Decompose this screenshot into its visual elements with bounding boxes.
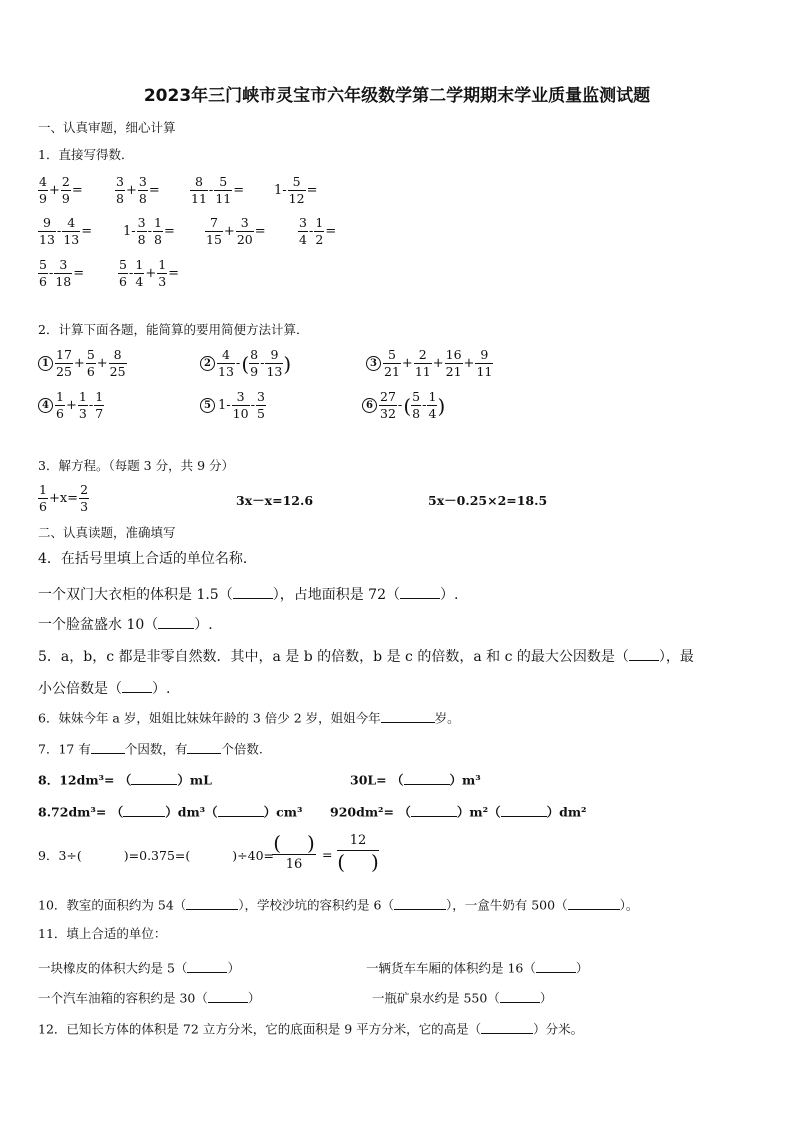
answer-blank[interactable]: [122, 678, 152, 693]
section-heading-2: 二、认真读题，准确填写: [38, 525, 176, 540]
fraction: $\frac{17}{25}$: [56, 347, 72, 380]
answer-blank[interactable]: [91, 740, 125, 754]
question-8-line-1a: 8．12dm³= （ ）mL: [38, 772, 212, 788]
problem-number: 1: [38, 356, 53, 371]
question-6: 6．妹妹今年 a 岁，姐姐比妹妹年龄的 3 倍少 2 岁，姐姐今年 岁。: [38, 710, 460, 726]
calc-problem: [200, 390, 266, 422]
fraction: $\frac{3}{8}$: [116, 174, 124, 207]
question-2-prompt: 2．计算下面各题，能简算的要用简便方法计算．: [38, 322, 309, 337]
operator: -: [397, 398, 403, 414]
question-11-item-2: 一辆货车车厢的体积约是 16（ ）: [366, 960, 589, 976]
section-heading-1: 一、认真审题，细心计算: [38, 120, 176, 135]
equation-3: 5x－0.25×2=18.5: [428, 493, 548, 508]
fraction: $\frac{16}{21}$: [445, 347, 462, 380]
fraction: $\frac{1}{2}$: [315, 215, 324, 248]
operator: +: [223, 224, 235, 240]
fraction: $\frac{1}{3}$: [158, 257, 167, 290]
fraction-numerator: 12: [349, 833, 367, 848]
fraction: $\frac{5}{12}$: [288, 174, 305, 207]
fraction: $\frac{4}{13}$: [218, 347, 234, 380]
answer-blank[interactable]: [629, 646, 659, 661]
page-title: 2023年三门峡市灵宝市六年级数学第二学期期末学业质量监测试题: [143, 86, 651, 106]
operator: -: [260, 356, 265, 372]
operator: -: [48, 266, 54, 282]
equation-1-fraction-a: $\frac{1}{6}$: [39, 482, 47, 515]
fraction: $\frac{5}{11}$: [215, 174, 232, 207]
question-4-line-2: 一个脸盆盛水 10（ ）.: [38, 614, 213, 632]
calc-expression: [38, 216, 93, 248]
question-8-line-2a: 8.72dm³= （ ）dm³（ ）cm³: [38, 804, 303, 820]
question-11-prompt: 11．填上合适的单位：: [38, 926, 167, 941]
operator: +: [73, 356, 85, 372]
fraction: $\frac{1}{4}$: [135, 257, 144, 290]
question-3-prompt: 3．解方程。（每题 3 分，共 9 分）: [38, 458, 235, 473]
fraction: $\frac{5}{6}$: [119, 257, 127, 290]
equals-sign: =: [71, 183, 83, 199]
fraction: $\frac{1}{8}$: [154, 215, 162, 248]
operator: 1-: [218, 398, 231, 414]
fraction: $\frac{9}{13}$: [39, 215, 55, 248]
calc-problem: [38, 348, 127, 380]
question-8-line-1b: 30L= （ ）m³: [350, 772, 481, 788]
question-1-prompt: 1．直接写得数．: [38, 147, 134, 162]
answer-blank[interactable]: [187, 740, 221, 754]
answer-blank[interactable]: [187, 959, 227, 973]
equals-sign: =: [322, 847, 333, 862]
question-10: 10．教室的面积约为 54（ ），学校沙坑的容积约是 6（ ），一盒牛奶有 500（ ）。: [38, 897, 639, 913]
parenthesis: (: [403, 393, 412, 418]
fraction: $\frac{1}{6}$: [56, 389, 64, 422]
calc-expression: [122, 216, 176, 248]
fraction: $\frac{3}{5}$: [256, 389, 265, 422]
fraction: $\frac{8}{25}$: [109, 347, 126, 380]
equals-sign: =: [163, 224, 175, 240]
equals-sign: =: [168, 266, 180, 282]
operator: 1-: [274, 183, 287, 199]
calc-problem: [200, 348, 291, 380]
fraction: $\frac{3}{10}$: [232, 389, 249, 422]
operator: -: [308, 224, 314, 240]
question-4-line-1: 一个双门大衣柜的体积是 1.5（ ），占地面积是 72（ ）.: [38, 584, 458, 602]
operator: -: [88, 398, 94, 414]
answer-blank[interactable]: [501, 803, 547, 817]
fraction: $\frac{8}{11}$: [191, 174, 207, 207]
operator: -: [128, 266, 134, 282]
problem-number: 5: [200, 398, 215, 413]
answer-blank[interactable]: ( ): [273, 831, 315, 855]
fraction: $\frac{2}{11}$: [414, 347, 431, 380]
fraction: $\frac{4}{9}$: [39, 174, 47, 207]
equals-sign: =: [233, 183, 245, 199]
fraction: $\frac{7}{15}$: [206, 215, 222, 248]
question-5-line-1: 5．a，b，c 都是非零自然数．其中，a 是 b 的倍数，b 是 c 的倍数，a 和 c 的最大公因数是（ ），最: [38, 646, 694, 664]
operator: +: [401, 356, 413, 372]
answer-blank[interactable]: [186, 896, 238, 910]
fraction: $\frac{3}{4}$: [299, 215, 307, 248]
answer-blank[interactable]: [218, 803, 264, 817]
equation-1-fraction-b: $\frac{2}{3}$: [80, 482, 89, 515]
fraction: $\frac{3}{18}$: [55, 257, 72, 290]
answer-blank[interactable]: [404, 771, 450, 785]
question-7: 7．17 有 个因数，有 个倍数.: [38, 741, 263, 757]
equation-1: [38, 483, 89, 515]
operator: +: [145, 266, 157, 282]
fraction: $\frac{27}{32}$: [380, 389, 396, 422]
problem-number: 6: [362, 398, 377, 413]
calc-expression: [115, 175, 161, 207]
equals-sign: =: [254, 224, 266, 240]
operator: +: [65, 398, 77, 414]
operator: -: [422, 398, 427, 414]
operator: -: [147, 224, 153, 240]
calc-problem: [366, 348, 493, 380]
calc-expression: [38, 258, 85, 290]
fraction: $\frac{5}{21}$: [384, 347, 400, 380]
calc-expression: [190, 175, 245, 207]
answer-blank[interactable]: [123, 803, 165, 817]
fraction: $\frac{9}{13}$: [266, 347, 283, 380]
fraction: $\frac{3}{8}$: [138, 174, 147, 207]
equals-sign: =: [148, 183, 160, 199]
equation-1-middle: +x=: [48, 491, 79, 507]
fraction: $\frac{1}{4}$: [428, 389, 437, 422]
answer-blank[interactable]: [381, 709, 435, 723]
calc-problem: [362, 390, 445, 422]
equals-sign: =: [306, 183, 318, 199]
equals-sign: =: [81, 224, 93, 240]
fraction-denominator: 16: [272, 854, 316, 871]
fraction: $\frac{1}{3}$: [78, 389, 87, 422]
equals-sign: =: [73, 266, 85, 282]
answer-blank[interactable]: [208, 989, 248, 1003]
question-11-item-1: 一块橡皮的体积大约是 5（ ）: [38, 960, 240, 976]
answer-blank[interactable]: [536, 959, 576, 973]
operator: -: [56, 224, 62, 240]
fraction: $\frac{1}{7}$: [95, 389, 104, 422]
answer-blank[interactable]: [411, 803, 457, 817]
calc-expression: [118, 258, 180, 290]
answer-blank[interactable]: [500, 989, 540, 1003]
answer-blank[interactable]: [131, 771, 177, 785]
fraction: $\frac{8}{9}$: [250, 347, 259, 380]
equals-sign: =: [325, 224, 337, 240]
problem-number: 2: [200, 356, 215, 371]
question-8-line-2b: 920dm²= （ ）m²（ ）dm²: [330, 804, 587, 820]
question-5-line-2: 小公倍数是（ ）.: [38, 678, 170, 696]
fraction: $\frac{5}{6}$: [86, 347, 95, 380]
answer-blank[interactable]: ( ): [337, 850, 379, 874]
calc-expression: [205, 216, 267, 248]
parenthesis: ): [283, 351, 292, 376]
parenthesis: (: [241, 351, 250, 376]
answer-blank[interactable]: [400, 584, 440, 599]
operator: +: [48, 183, 60, 199]
answer-blank[interactable]: [394, 896, 446, 910]
problem-number: 3: [366, 356, 381, 371]
answer-blank[interactable]: [158, 614, 194, 629]
operator: -: [250, 398, 255, 414]
question-11-item-3: 一个汽车油箱的容积约是 30（ ）: [38, 990, 261, 1006]
operator: +: [96, 356, 108, 372]
answer-blank[interactable]: [568, 896, 620, 910]
fraction: $\frac{5}{6}$: [39, 257, 47, 290]
calc-expression: [38, 175, 84, 207]
operator: +: [432, 356, 444, 372]
operator: +: [463, 356, 475, 372]
operator: 1-: [123, 224, 136, 240]
fraction: $\frac{3}{20}$: [236, 215, 253, 248]
answer-blank[interactable]: [481, 1020, 533, 1034]
question-9-fraction-2: [336, 834, 380, 873]
question-4-prompt: 4．在括号里填上合适的单位名称．: [38, 551, 257, 567]
fraction: $\frac{9}{11}$: [476, 347, 493, 380]
calc-problem: [38, 390, 104, 422]
calc-expression: [298, 216, 337, 248]
question-9-fraction-1: [272, 832, 316, 871]
calc-expression: [273, 175, 318, 207]
fraction: $\frac{3}{8}$: [137, 215, 146, 248]
fraction: $\frac{5}{8}$: [412, 389, 421, 422]
question-11-item-4: 一瓶矿泉水约是 550（ ）: [372, 990, 553, 1006]
fraction: $\frac{4}{13}$: [63, 215, 80, 248]
question-9-text: 9．3÷( )=0.375=( )÷40=: [38, 848, 274, 863]
operator: -: [208, 183, 214, 199]
parenthesis: ): [437, 393, 446, 418]
equation-2: 3x－x=12.6: [236, 493, 314, 508]
answer-blank[interactable]: [233, 584, 273, 599]
question-12: 12．已知长方体的体积是 72 立方分米，它的底面积是 9 平方分米，它的高是（ ）分米。: [38, 1021, 584, 1037]
problem-number: 4: [38, 398, 53, 413]
fraction: $\frac{2}{9}$: [61, 174, 70, 207]
operator: +: [125, 183, 137, 199]
operator: -: [235, 356, 241, 372]
